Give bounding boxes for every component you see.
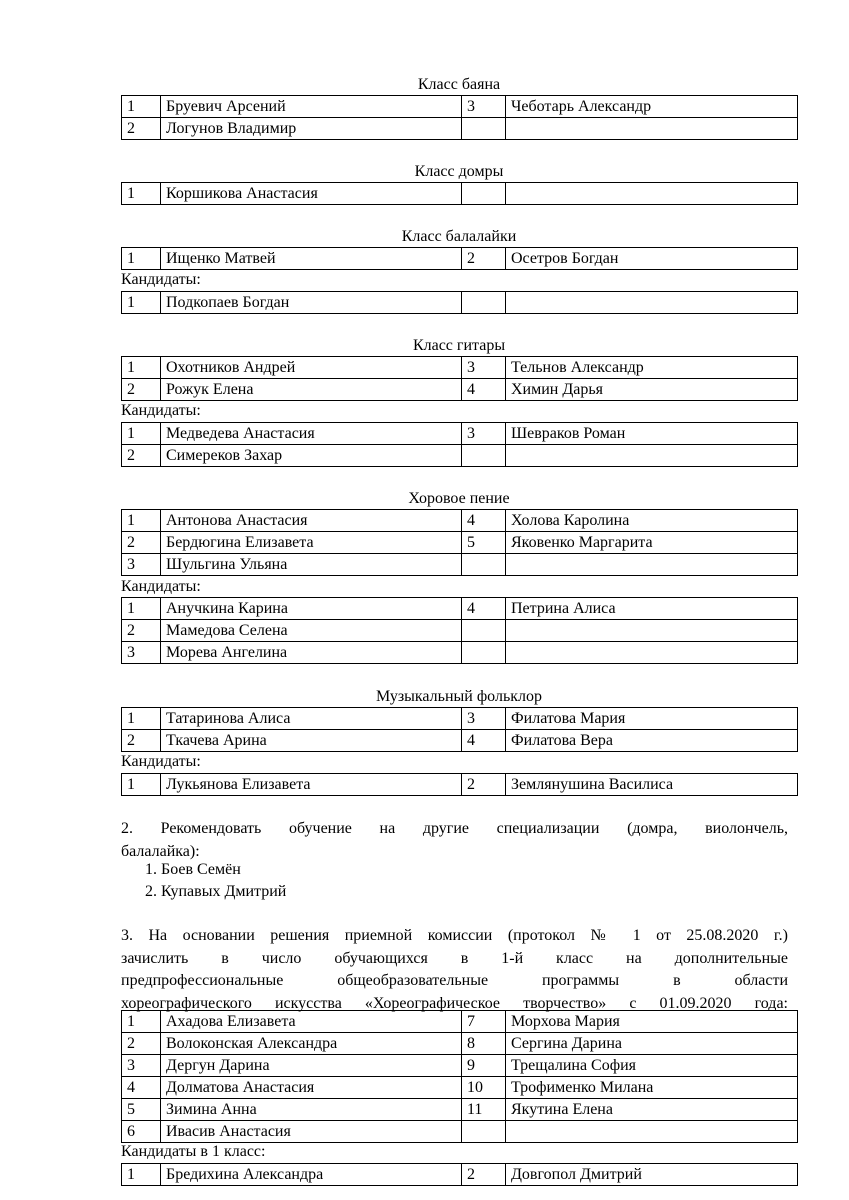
table-row: [122, 1164, 798, 1186]
student-name: Коршикова Анастасия: [161, 183, 462, 205]
row-number: 3: [122, 642, 161, 664]
student-name: [506, 118, 798, 140]
table-row: [122, 248, 798, 270]
row-number: 4: [122, 1077, 161, 1099]
table-row: [122, 118, 798, 140]
table-row: [122, 510, 798, 532]
candidates-label: Кандидаты:: [121, 402, 201, 419]
table-row: [122, 1011, 798, 1033]
paragraph-line: зачислить в число обучающихся в 1-й класс на дополнительные: [121, 949, 788, 967]
table-row: [122, 96, 798, 118]
table-row: [122, 423, 798, 445]
row-number: 2: [462, 1164, 506, 1186]
table-row: [122, 183, 798, 205]
candidates-label: Кандидаты:: [121, 578, 201, 595]
row-number: [462, 445, 506, 467]
table-row: [122, 1099, 798, 1121]
student-name: [506, 292, 798, 314]
row-number: 2: [462, 774, 506, 796]
student-name: Землянушина Василиса: [506, 774, 798, 796]
table-row: [122, 292, 798, 314]
list-item: 2. Купавых Дмитрий: [145, 883, 287, 900]
student-name: Долматова Анастасия: [161, 1077, 462, 1099]
student-table: [121, 1010, 798, 1143]
student-name: Морева Ангелина: [161, 642, 462, 664]
student-name: Бердюгина Елизавета: [161, 532, 462, 554]
row-number: 4: [462, 510, 506, 532]
table-row: [122, 708, 798, 730]
row-number: 2: [122, 730, 161, 752]
table-row: [122, 1033, 798, 1055]
row-number: [462, 118, 506, 140]
student-name: Волоконская Александра: [161, 1033, 462, 1055]
student-name: Бредихина Александра: [161, 1164, 462, 1186]
row-number: 8: [462, 1033, 506, 1055]
student-name: Анучкина Карина: [161, 598, 462, 620]
row-number: 3: [462, 708, 506, 730]
student-name: Бруевич Арсений: [161, 96, 462, 118]
section-title: Класс балалайки: [401, 228, 517, 245]
row-number: 3: [122, 554, 161, 576]
row-number: 4: [462, 598, 506, 620]
row-number: 2: [462, 248, 506, 270]
student-name: Довгопол Дмитрий: [506, 1164, 798, 1186]
row-number: 2: [122, 445, 161, 467]
table-row: [122, 598, 798, 620]
table-row: [122, 1121, 798, 1143]
student-table: [121, 509, 798, 576]
section-title: Класс домры: [414, 163, 504, 180]
student-name: Охотников Андрей: [161, 357, 462, 379]
section-title: Класс гитары: [412, 337, 506, 354]
table-row: [122, 620, 798, 642]
student-name: Шульгина Ульяна: [161, 554, 462, 576]
row-number: 4: [462, 379, 506, 401]
table-row: [122, 532, 798, 554]
row-number: 2: [122, 620, 161, 642]
row-number: 10: [462, 1077, 506, 1099]
paragraph-line: предпрофессиональные общеобразовательные программы в области: [121, 972, 788, 989]
row-number: 1: [122, 598, 161, 620]
row-number: 11: [462, 1099, 506, 1121]
row-number: 3: [462, 423, 506, 445]
row-number: 2: [122, 118, 161, 140]
table-row: [122, 1077, 798, 1099]
student-name: Логунов Владимир: [161, 118, 462, 140]
row-number: [462, 1121, 506, 1143]
student-name: Химин Дарья: [506, 379, 798, 401]
student-table: [121, 95, 798, 140]
row-number: 5: [462, 532, 506, 554]
paragraph-line: хореографического искусства «Хореографическое творчество» с 01.09.2020 года:: [121, 994, 788, 1012]
student-name: Трещалина София: [506, 1055, 798, 1077]
student-name: [506, 1121, 798, 1143]
student-name: Рожук Елена: [161, 379, 462, 401]
student-name: Якутина Елена: [506, 1099, 798, 1121]
row-number: 5: [122, 1099, 161, 1121]
candidates-label: Кандидаты в 1 класс:: [121, 1143, 266, 1160]
candidates-table: [121, 1163, 798, 1186]
student-table: [121, 707, 798, 752]
row-number: 4: [462, 730, 506, 752]
row-number: 1: [122, 708, 161, 730]
row-number: [462, 554, 506, 576]
student-name: Симереков Захар: [161, 445, 462, 467]
student-name: Холова Каролина: [506, 510, 798, 532]
candidates-table: [121, 773, 798, 796]
row-number: 1: [122, 357, 161, 379]
student-name: Филатова Вера: [506, 730, 798, 752]
row-number: [462, 292, 506, 314]
student-name: Дергун Дарина: [161, 1055, 462, 1077]
candidates-table: [121, 291, 798, 314]
row-number: 1: [122, 510, 161, 532]
row-number: [462, 183, 506, 205]
row-number: 7: [462, 1011, 506, 1033]
student-name: Лукьянова Елизавета: [161, 774, 462, 796]
row-number: 1: [122, 774, 161, 796]
paragraph-line: балалайка):: [121, 842, 200, 860]
student-name: Мамедова Селена: [161, 620, 462, 642]
candidates-table: [121, 422, 798, 467]
student-name: Ахадова Елизавета: [161, 1011, 462, 1033]
student-name: Тельнов Александр: [506, 357, 798, 379]
item-2-paragraph: [121, 818, 788, 863]
student-table: [121, 356, 798, 401]
section-title: Хоровое пение: [408, 490, 510, 507]
row-number: 3: [462, 357, 506, 379]
student-name: Морхова Мария: [506, 1011, 798, 1033]
candidates-table: [121, 597, 798, 664]
table-row: [122, 445, 798, 467]
row-number: [462, 642, 506, 664]
row-number: [462, 620, 506, 642]
table-row: [122, 1055, 798, 1077]
paragraph-line: 2. Рекомендовать обучение на другие специализации (домра, виолончель,: [121, 820, 788, 837]
section-title: Класс баяна: [417, 76, 501, 93]
student-name: Трофименко Милана: [506, 1077, 798, 1099]
row-number: 9: [462, 1055, 506, 1077]
student-table: [121, 182, 798, 205]
row-number: 2: [122, 1033, 161, 1055]
paragraph-line: 3. На основании решения приемной комиссии (протокол № 1 от 25.08.2020 г.): [121, 927, 788, 944]
table-row: [122, 554, 798, 576]
student-name: Ткачева Арина: [161, 730, 462, 752]
table-row: [122, 774, 798, 796]
student-name: [506, 183, 798, 205]
row-number: 3: [122, 1055, 161, 1077]
row-number: 1: [122, 96, 161, 118]
student-name: Филатова Мария: [506, 708, 798, 730]
student-name: Зимина Анна: [161, 1099, 462, 1121]
table-row: [122, 379, 798, 401]
row-number: 1: [122, 1164, 161, 1186]
student-name: Яковенко Маргарита: [506, 532, 798, 554]
row-number: 1: [122, 423, 161, 445]
row-number: 1: [122, 292, 161, 314]
item-3-paragraph: [121, 925, 788, 1015]
row-number: 6: [122, 1121, 161, 1143]
row-number: 1: [122, 183, 161, 205]
student-name: [506, 445, 798, 467]
student-name: Петрина Алиса: [506, 598, 798, 620]
row-number: 1: [122, 248, 161, 270]
list-item: 1. Боев Семён: [145, 861, 241, 878]
row-number: 2: [122, 379, 161, 401]
student-name: Медведева Анастасия: [161, 423, 462, 445]
student-name: [506, 620, 798, 642]
table-row: [122, 730, 798, 752]
table-row: [122, 357, 798, 379]
student-name: Подкопаев Богдан: [161, 292, 462, 314]
section-title: Музыкальный фольклор: [375, 688, 543, 705]
row-number: 2: [122, 532, 161, 554]
student-name: Шевраков Роман: [506, 423, 798, 445]
row-number: 1: [122, 1011, 161, 1033]
student-table: [121, 247, 798, 270]
student-name: Чеботарь Александр: [506, 96, 798, 118]
candidates-label: Кандидаты:: [121, 271, 201, 288]
student-name: Ивасив Анастасия: [161, 1121, 462, 1143]
student-name: Антонова Анастасия: [161, 510, 462, 532]
row-number: 3: [462, 96, 506, 118]
student-name: [506, 554, 798, 576]
student-name: [506, 642, 798, 664]
candidates-label: Кандидаты:: [121, 753, 201, 770]
table-row: [122, 642, 798, 664]
student-name: Татаринова Алиса: [161, 708, 462, 730]
student-name: Сергина Дарина: [506, 1033, 798, 1055]
student-name: Осетров Богдан: [506, 248, 798, 270]
student-name: Ищенко Матвей: [161, 248, 462, 270]
